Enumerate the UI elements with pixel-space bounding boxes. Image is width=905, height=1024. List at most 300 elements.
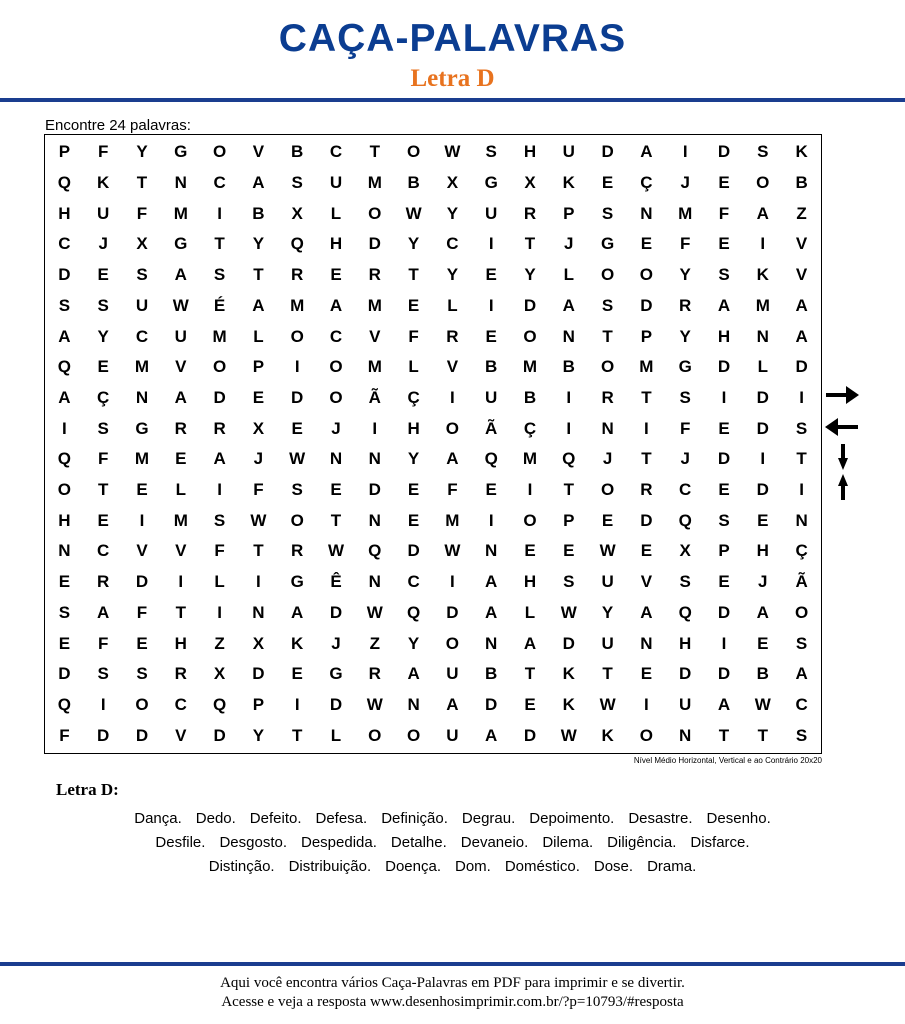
grid-letter: B [756,664,769,684]
grid-letter: C [679,480,692,500]
grid-letter: N [601,418,614,438]
grid-letter: T [641,387,652,407]
word-list-item: Detalhe. [390,833,447,851]
grid-letter: F [447,480,458,500]
grid-letter: H [756,541,769,561]
grid-letter: U [485,203,498,223]
grid-letter: F [680,418,691,438]
word-list-item: Distinção. [208,857,275,875]
grid-letter: W [599,694,616,714]
grid-letter: Ã [485,418,498,438]
grid-letter: C [446,234,459,254]
grid-letter: V [175,725,187,745]
grid-letter: Ç [640,173,653,193]
grid-letter: N [368,510,381,530]
grid-letter: N [252,602,265,622]
grid-letter: G [174,234,188,254]
word-list-item: Doméstico. [504,857,580,875]
grid-letter: Y [679,326,691,346]
grid-letter: A [523,633,537,653]
grid-letter: D [135,572,149,592]
grid-letter: I [644,694,649,714]
grid-letter: N [795,510,808,530]
grid-letter: O [406,725,421,745]
grid-letter: G [484,173,498,193]
grid-letter: H [523,572,537,592]
grid-letter: A [717,295,731,315]
grid-letter: E [97,510,109,530]
grid-letter: S [97,295,109,315]
grid-letter: Ã [795,572,808,592]
grid-letter: D [368,234,381,254]
grid-letter: R [174,664,187,684]
grid-letter: M [134,449,150,469]
grid-letter: F [59,725,70,745]
grid-letter: L [253,326,264,346]
grid-letter: I [450,572,455,592]
grid-letter: B [407,173,420,193]
grid-letter: L [524,602,536,622]
grid-letter: A [640,602,653,622]
grid-letter: E [718,572,730,592]
grid-letter: H [174,633,187,653]
grid-letter: E [757,510,769,530]
grid-letter: L [330,203,342,223]
grid-letter: S [795,725,808,745]
grid-letter: B [562,357,575,377]
grid-letter: C [174,694,187,714]
grid-letter: Q [57,173,72,193]
grid-letter: O [639,265,653,285]
word-list-item: Desgosto. [219,833,287,851]
grid-letter: W [560,725,577,745]
grid-letter: D [717,602,731,622]
grid-letter: P [563,203,575,223]
grid-letter: I [217,602,222,622]
grid-letter: I [566,418,572,438]
grid-letter: K [291,633,304,653]
grid-letter: Q [484,449,498,469]
grid-letter: K [795,142,808,162]
grid-letter: P [640,326,653,346]
grid-letter: C [58,234,71,254]
grid-letter: B [523,387,537,407]
grid-letter: D [717,357,731,377]
footer-line-2: Acesse e veja a resposta www.desenhosimprimir.com.br/?p=10793/#resposta [221,994,684,1010]
grid-letter: N [368,449,381,469]
grid-letter: Y [252,725,265,745]
footer [0,974,905,1012]
grid-letter: I [217,480,222,500]
grid-letter: R [97,572,110,592]
grid-letter: J [680,449,690,469]
grid-letter: E [330,480,342,500]
grid-letter: U [601,633,614,653]
grid-letter: I [178,572,184,592]
grid-letter: A [640,142,653,162]
grid-letter: Ç [97,387,110,407]
grid-letter: K [601,725,614,745]
grid-letter: L [408,357,419,377]
grid-letter: M [522,449,538,469]
grid-letter: H [58,510,71,530]
word-list-item: Defesa. [315,809,368,827]
grid-letter: J [602,449,613,469]
grid-letter: E [563,541,575,561]
grid-letter: S [485,142,497,162]
grid-letter: P [252,357,265,377]
grid-letter: I [488,295,494,315]
grid-letter: H [523,142,537,162]
grid-letter: N [756,326,769,346]
grid-letter: Q [290,234,304,254]
grid-letter: P [252,694,265,714]
arrow-right-icon [822,382,866,408]
grid-letter: W [405,203,422,223]
grid-letter: Ç [407,387,420,407]
grid-letter: R [446,326,459,346]
grid-letter: S [757,142,769,162]
grid-letter: A [174,265,187,285]
grid-letter: T [175,602,186,622]
arrow-up-icon [822,472,866,502]
grid-letter: E [718,480,730,500]
grid-letter: B [795,173,808,193]
grid-letter: S [58,295,71,315]
grid-letter: Ç [523,418,537,438]
grid-letter: T [214,234,225,254]
grid-letter: N [174,173,187,193]
grid-letter: C [407,572,420,592]
grid-letter: A [562,295,575,315]
grid-letter: A [756,602,769,622]
grid-letter: K [756,265,769,285]
grid-letter: D [97,725,110,745]
grid-letter: Q [678,602,692,622]
grid-letter: F [98,449,109,469]
grid-letter: L [214,572,225,592]
grid-letter: N [485,633,498,653]
grid-letter: W [599,541,616,561]
word-list-item: Dedo. [195,809,236,827]
grid-letter: S [136,265,148,285]
grid-letter: I [372,418,378,438]
grid-letter: D [756,387,769,407]
grid-letter: M [367,295,382,315]
grid-letter: O [329,357,343,377]
word-list-item: Despedida. [301,833,377,851]
grid-letter: O [406,142,421,162]
grid-letter: P [58,142,71,162]
grid-letter: W [754,694,771,714]
grid-letter: Ç [795,541,808,561]
grid-letter: O [368,203,382,223]
page-subtitle: Letra D [410,65,495,92]
word-list-item: Dose. [593,857,634,875]
grid-letter: F [98,142,109,162]
grid-letter: X [524,173,536,193]
grid-letter: T [602,326,613,346]
grid-letter: T [757,725,768,745]
grid-letter: Q [678,510,692,530]
grid-letter: A [252,295,265,315]
grid-letter: U [329,173,343,193]
grid-letter: V [446,357,459,377]
grid-letter: J [680,173,690,193]
grid-letter: J [758,572,768,592]
page-title: CAÇA-PALAVRAS [278,17,627,60]
grid-letter: D [717,142,731,162]
grid-letter: V [136,541,148,561]
grid-letter: K [562,694,575,714]
grid-letter: N [562,326,575,346]
grid-letter: E [524,541,536,561]
grid-letter: S [601,295,614,315]
grid-letter: Q [212,694,227,714]
grid-letter: N [640,203,653,223]
grid-letter: A [174,387,187,407]
grid-letter: N [485,541,498,561]
grid-letter: E [291,664,303,684]
grid-letter: F [680,234,691,254]
grid-letter: V [795,234,808,254]
grid-letter: G [135,418,149,438]
grid-letter: F [136,602,148,622]
grid-letter: V [640,572,653,592]
grid-letter: N [368,572,381,592]
grid-letter: E [97,357,109,377]
grid-letter: S [795,633,808,653]
grid-letter: R [174,418,187,438]
word-list-item: Dança. [134,809,182,827]
grid-letter: T [292,725,303,745]
grid-letter: D [756,480,769,500]
grid-letter: A [756,203,769,223]
grid-letter: T [253,265,264,285]
grid-letter: E [640,234,653,254]
word-list-item: Depoimento. [529,809,615,827]
grid-letter: F [408,326,419,346]
grid-letter: U [135,295,149,315]
grid-letter: E [718,234,730,254]
grid-letter: D [640,295,653,315]
grid-letter: S [718,510,730,530]
grid-letter: Y [407,234,420,254]
grid-letter: R [213,418,226,438]
word-list-item: Dom. [455,857,491,875]
grid-letter: X [252,418,265,438]
grid-letter: C [329,326,343,346]
word-list-item: Defeito. [249,809,302,827]
grid-letter: I [62,418,67,438]
grid-letter: V [369,326,381,346]
grid-letter: A [329,295,343,315]
grid-letter: S [795,418,808,438]
grid-letter: S [97,418,109,438]
difficulty-note: Nível Médio Horizontal, Vertical e ao Contrário 20x20 [633,756,822,765]
word-list-item: Dilema. [542,833,594,851]
grid-letter: Q [57,694,72,714]
grid-letter: R [523,203,537,223]
grid-letter: Z [796,203,807,223]
grid-letter: F [98,633,109,653]
grid-letter: Y [446,265,459,285]
grid-letter: M [755,295,770,315]
grid-letter: I [799,480,804,500]
grid-letter: U [679,694,692,714]
grid-letter: Y [252,234,265,254]
grid-letter: M [290,295,305,315]
grid-letter: D [485,694,498,714]
grid-letter: Y [97,326,109,346]
grid-letter: I [256,572,261,592]
grid-letter: P [563,510,575,530]
grid-letter: C [213,173,226,193]
grid-letter: X [291,203,303,223]
grid-letter: O [445,633,459,653]
grid-letter: T [796,449,807,469]
grid-letter: F [136,203,148,223]
grid-letter: Ê [330,572,342,592]
grid-letter: H [717,326,731,346]
grid-letter: A [795,295,808,315]
grid-letter: S [213,510,226,530]
word-list-item: Desenho. [706,809,771,827]
grid-letter: N [640,633,653,653]
grid-letter: A [485,572,498,592]
grid-letter: D [523,725,537,745]
grid-letter: I [217,203,222,223]
grid-letter: O [212,142,227,162]
word-list-row [40,830,865,854]
grid-letter: G [678,357,692,377]
grid-letter: W [250,510,267,530]
grid-letter: E [757,633,769,653]
grid-letter: T [330,510,342,530]
grid-letter: W [366,602,383,622]
grid-letter: O [57,480,72,500]
grid-letter: I [760,449,766,469]
grid-letter: E [718,418,730,438]
grid-letter: W [327,541,345,561]
grid-letter: I [488,510,494,530]
grid-letter: E [136,633,148,653]
word-list-item: Desastre. [628,809,693,827]
grid-letter: A [213,449,226,469]
grid-letter: W [444,142,461,162]
grid-letter: S [213,265,226,285]
grid-letter: E [407,480,420,500]
grid-letter: A [407,664,420,684]
grid-letter: D [717,449,731,469]
grid-letter: O [523,326,537,346]
grid-letter: V [252,142,265,162]
grid-letter: E [640,541,653,561]
grid-letter: U [562,142,575,162]
grid-letter: W [289,449,306,469]
grid-letter: S [601,203,614,223]
grid-letter: H [329,234,343,254]
grid-letter: L [563,265,574,285]
grid-letter: E [407,510,420,530]
grid-letter: D [58,664,71,684]
grid-letter: K [97,173,110,193]
grid-letter: C [795,694,808,714]
grid-letter: N [407,694,420,714]
grid-letter: D [446,602,459,622]
grid-letter: I [644,418,649,438]
grid-letter: B [291,142,304,162]
grid-letter: M [445,510,460,530]
grid-letter: G [174,142,188,162]
grid-letter: E [485,480,497,500]
grid-letter: M [173,510,188,530]
grid-letter: D [523,295,537,315]
grid-letter: N [679,725,692,745]
grid-letter: E [601,510,614,530]
arrow-left-icon [822,414,866,440]
grid-letter: Y [446,203,459,223]
grid-letter: Y [679,265,691,285]
grid-letter: U [446,664,459,684]
grid-letter: X [679,541,691,561]
grid-letter: D [329,602,343,622]
grid-letter: É [213,295,226,315]
grid-letter: I [682,142,688,162]
grid-letter: T [718,725,730,745]
grid-letter: S [563,572,575,592]
grid-letter: I [527,480,533,500]
grid-letter: D [562,633,575,653]
grid-letter: J [98,234,108,254]
word-list-item: Diligência. [607,833,677,851]
grid-letter: U [485,387,498,407]
grid-letter: C [135,326,149,346]
grid-letter: E [175,449,187,469]
grid-letter: N [135,387,149,407]
grid-letter: A [717,694,731,714]
grid-letter: X [213,664,226,684]
grid-letter: A [446,694,459,714]
grid-letter: T [602,664,613,684]
grid-letter: J [331,418,341,438]
grid-letter: E [640,664,653,684]
grid-letter: A [795,664,808,684]
grid-letter: E [601,173,614,193]
grid-letter: O [329,387,343,407]
grid-letter: I [488,234,494,254]
grid-letter: S [718,265,730,285]
grid-letter: A [795,326,808,346]
grid-letter: T [524,664,536,684]
grid-letter: E [330,265,342,285]
grid-letter: O [639,725,653,745]
grid-letter: Y [524,265,536,285]
grid-letter: T [408,265,419,285]
grid-letter: K [562,173,575,193]
grid-letter: O [756,173,770,193]
grid-letter: F [253,480,264,500]
grid-letter: I [721,633,727,653]
grid-letter: E [136,480,148,500]
grid-letter: C [329,142,343,162]
grid-letter: O [600,357,615,377]
grid-letter: A [252,173,265,193]
grid-letter: E [485,326,497,346]
grid-letter: T [563,480,574,500]
grid-letter: X [446,173,459,193]
grid-letter: V [175,357,187,377]
